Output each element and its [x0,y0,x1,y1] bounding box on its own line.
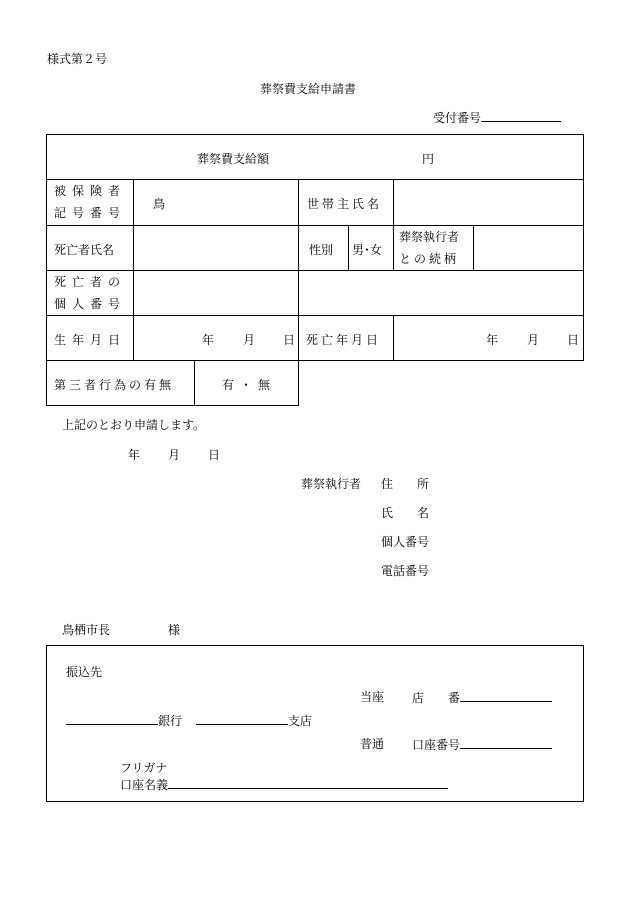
account-name [120,775,448,792]
declaration-day: 日 [208,448,221,462]
account-number-label: 口座番号 [412,738,461,752]
branch-number-label: 店 番 [412,691,461,705]
honorific: 様 [168,623,181,637]
branch-number-field[interactable] [460,688,552,702]
personal-number-label: 個人番号 [381,535,430,549]
birth-year: 年 [202,333,215,347]
householder-name-field[interactable] [394,180,583,225]
deceased-name-label: 死亡者氏名 [54,243,115,257]
address-label: 住 所 [381,477,430,491]
executor-label: 葬祭執行者 [301,477,362,491]
current-account-label: 当座 [360,690,385,704]
deceased-personal-number-label: 死亡者の 個人番号 [54,275,127,311]
transfer-title: 振込先 [66,665,103,679]
birth-day: 日 [283,333,296,347]
receipt-number-label: 受付番号 [433,111,482,125]
death-month: 月 [527,333,540,347]
branch-number [412,688,552,706]
insured-number-label: 被保険者 記号番号 [54,184,127,220]
account-name-field[interactable] [168,775,448,789]
gender-options[interactable]: 男･女 [352,243,383,257]
birth-month: 月 [243,333,256,347]
declaration-year: 年 [128,448,141,462]
relation-label: 葬祭執行者 との続柄 [399,230,460,266]
ordinary-account-label: 普通 [360,737,385,751]
account-number-field[interactable] [460,735,552,749]
document-title: 葬祭費支給申請書 [260,82,357,96]
bank-name-field[interactable] [66,711,158,725]
third-party-options[interactable]: 有・無 [222,378,277,392]
amount-unit: 円 [422,152,435,166]
name-label: 氏 名 [381,506,430,520]
account-name-label: 口座名義 [120,778,169,792]
declaration-month: 月 [168,448,181,462]
form-number: 様式第２号 [47,52,108,66]
account-number [412,735,552,753]
bank-row [66,711,312,729]
mayor-label: 鳥栖市長 [62,623,111,637]
deceased-name-field[interactable] [134,226,298,270]
death-year: 年 [486,333,499,347]
declaration-text: 上記のとおり申請します。 [62,418,206,432]
deceased-personal-number-field[interactable] [134,271,583,315]
branch-suffix: 支店 [287,714,312,728]
insured-number-value[interactable]: 鳥 [153,197,166,211]
phone-label: 電話番号 [381,564,430,578]
receipt-number-field[interactable] [481,108,561,122]
bank-suffix: 銀行 [158,714,183,728]
amount-label: 葬祭費支給額 [197,152,270,166]
furigana-label: フリガナ [120,761,168,775]
branch-name-field[interactable] [196,711,288,725]
birth-date-label: 生年月日 [54,333,127,347]
householder-name-label: 世帯主氏名 [307,197,383,211]
relation-field[interactable] [474,226,583,270]
death-day: 日 [567,333,580,347]
gender-label: 性別 [309,243,334,257]
death-date-label: 死亡年月日 [306,333,382,347]
third-party-label: 第三者行為の有無 [54,378,175,392]
receipt-number [433,108,561,126]
